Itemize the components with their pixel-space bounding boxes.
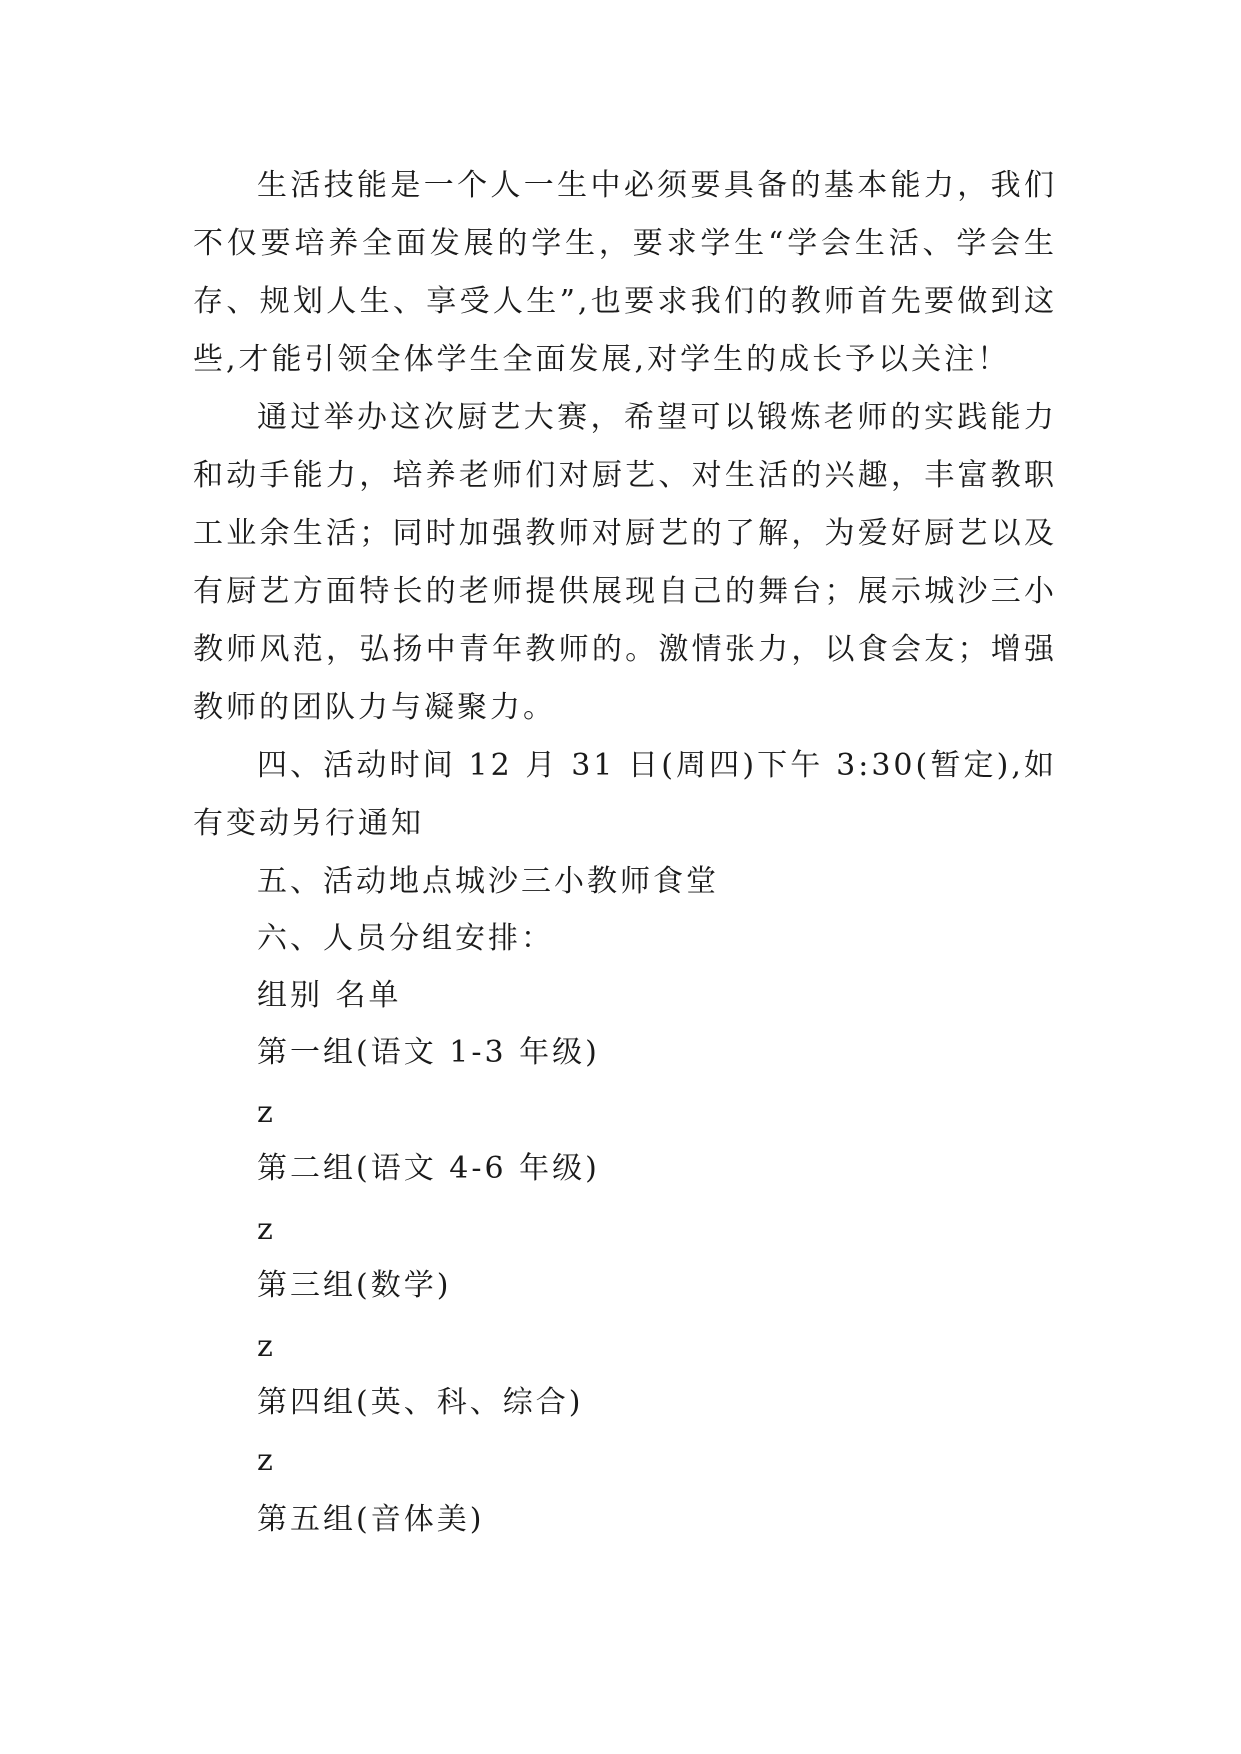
line-group-4: 第四组(英、科、综合) bbox=[257, 1385, 584, 1420]
line-group-3: 第三组(数学) bbox=[257, 1268, 452, 1303]
paragraph-life-skills: 生活技能是一个人一生中必须要具备的基本能力，我们不仅要培养全面发展的学生，要求学生“学会生活、学会生存、规划人生、享受人生”,也要求我们的教师首先要做到这些,才能引领全体学生全面发展,对学生的成长予以关注！ bbox=[193, 168, 1057, 377]
line-group-5: 第五组(音体美) bbox=[257, 1502, 485, 1537]
line-group-header: 组别 名单 bbox=[257, 978, 402, 1013]
line-activity-location: 五、活动地点城沙三小教师食堂 bbox=[257, 864, 719, 899]
line-group-2: 第二组(语文 4-6 年级) bbox=[257, 1151, 600, 1186]
paragraph-activity-time: 四、活动时间 12 月 31 日(周四)下午 3:30(暂定),如有变动另行通知 bbox=[193, 748, 1057, 841]
line-group-4-members: z bbox=[257, 1443, 276, 1478]
line-group-1: 第一组(语文 1-3 年级) bbox=[257, 1035, 600, 1070]
line-group-2-members: z bbox=[257, 1212, 276, 1247]
line-group-3-members: z bbox=[257, 1329, 276, 1364]
line-group-1-members: z bbox=[257, 1095, 276, 1130]
paragraph-contest-purpose: 通过举办这次厨艺大赛，希望可以锻炼老师的实践能力和动手能力，培养老师们对厨艺、对生活的兴趣，丰富教职工业余生活；同时加强教师对厨艺的了解，为爱好厨艺以及有厨艺方面特长的老师提供展现自己的舞台；展示城沙三小教师风范，弘扬中青年教师的。激情张力，以食会友；增强教师的团队力与凝聚力。 bbox=[193, 400, 1057, 725]
line-group-arrangement: 六、人员分组安排： bbox=[257, 921, 554, 956]
